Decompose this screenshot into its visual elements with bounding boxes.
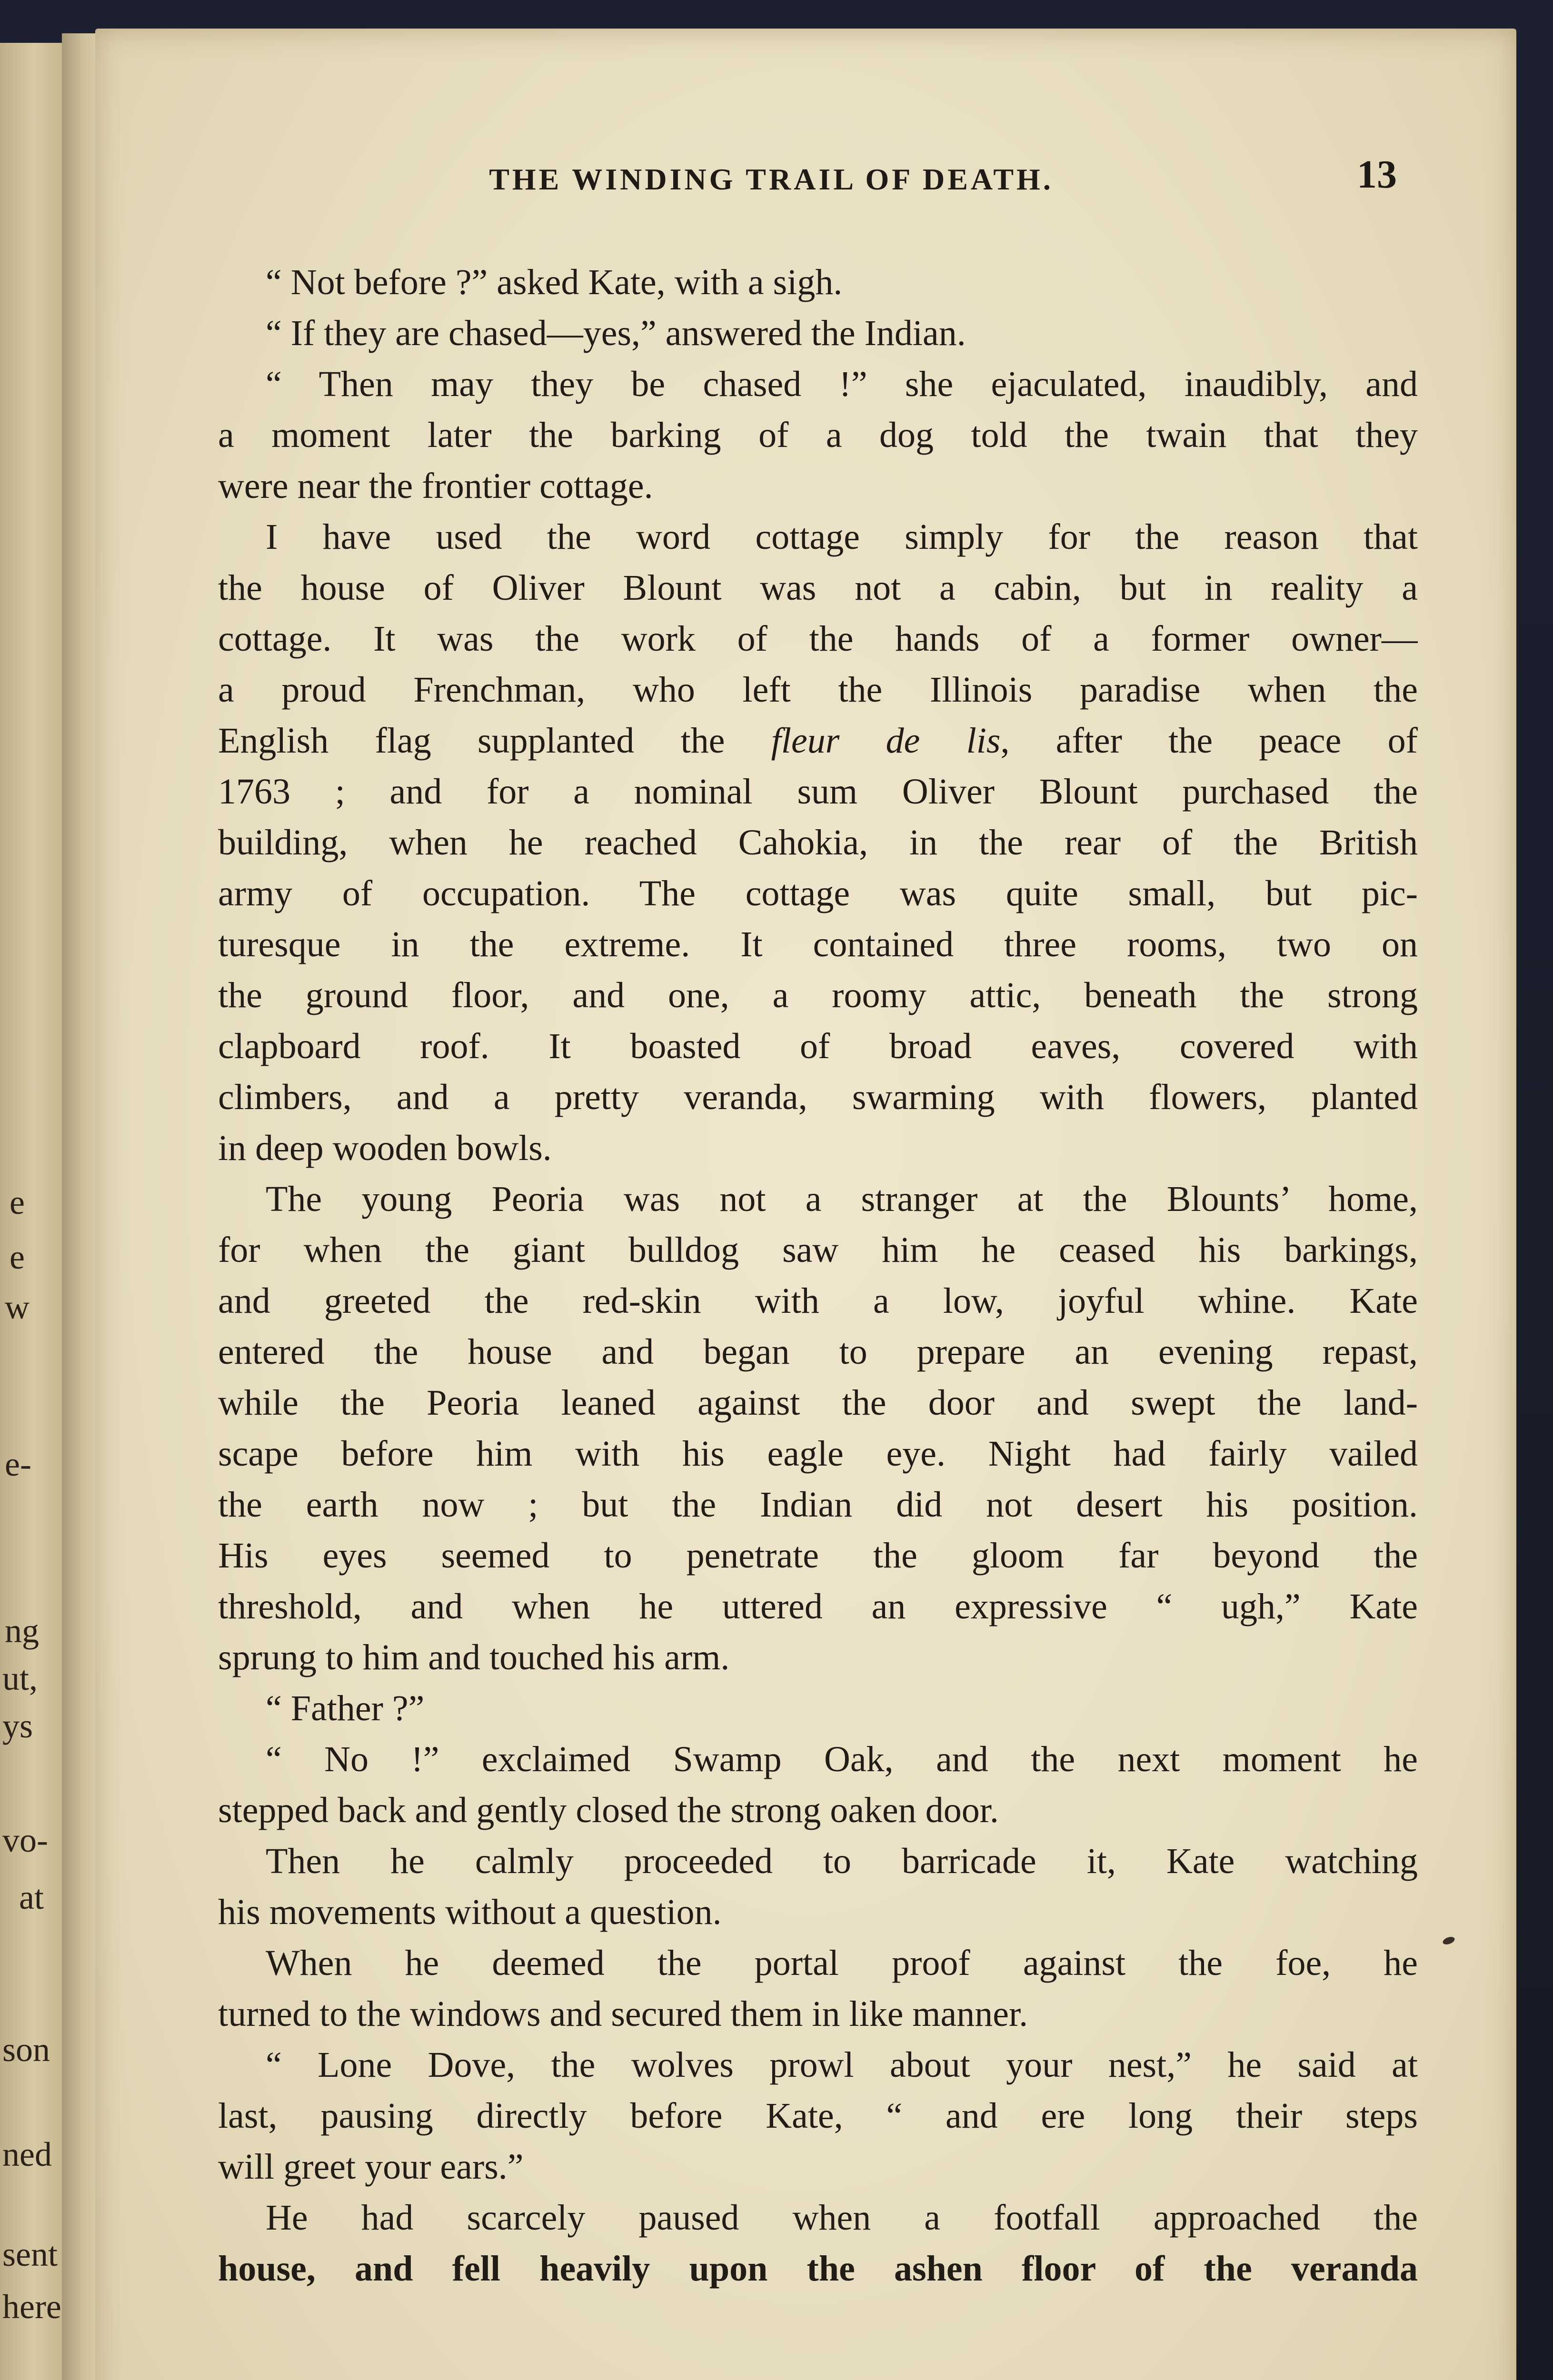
running-head: THE WINDING TRAIL OF DEATH. xyxy=(489,162,1054,196)
text-line: threshold, and when he uttered an expressive “ ugh,” Kate xyxy=(218,1587,1418,1626)
text-line: a proud Frenchman, who left the Illinois paradise when the xyxy=(218,670,1418,710)
text-line: for when the giant bulldog saw him he ceased his barkings, xyxy=(218,1230,1418,1270)
italic-phrase: fleur de lis xyxy=(771,721,1001,761)
text-line: “ Not before ?” asked Kate, with a sigh. xyxy=(266,262,843,302)
left-page-fragment: w xyxy=(5,1288,30,1326)
text-line xyxy=(218,715,1418,766)
text-line: climbers, and a pretty veranda, swarming with flowers, planted xyxy=(218,1077,1418,1117)
text-line: “ No !” exclaimed Swamp Oak, and the next moment he xyxy=(266,1739,1418,1779)
text-line: “ Father ?” xyxy=(266,1688,425,1728)
text-line: army of occupation. The cottage was quite small, but pic- xyxy=(218,873,1418,913)
text-line-start: English flag supplanted the xyxy=(218,721,771,761)
left-page-fragment: here xyxy=(2,2288,61,2326)
text-line: When he deemed the portal proof against the foe, he xyxy=(266,1943,1418,1983)
text-line: His eyes seemed to penetrate the gloom far beyond the xyxy=(218,1536,1418,1576)
text-line: entered the house and began to prepare an evening repast, xyxy=(218,1332,1418,1372)
text-line: “ Then may they be chased !” she ejaculated, inaudibly, and xyxy=(266,364,1418,404)
left-page-fragment: e- xyxy=(5,1445,31,1483)
text-line: Then he calmly proceeded to barricade it, Kate watching xyxy=(266,1841,1418,1881)
text-line: 1763 ; and for a nominal sum Oliver Blount purchased the xyxy=(218,772,1418,812)
text-line: scape before him with his eagle eye. Night had fairly vailed xyxy=(218,1434,1418,1474)
left-page-fragment: e xyxy=(10,1238,25,1276)
text-line: the ground floor, and one, a roomy attic, beneath the strong xyxy=(218,975,1418,1015)
left-page-fragment: ut, xyxy=(2,1659,38,1697)
page-number: 13 xyxy=(1357,152,1397,197)
text-line: cottage. It was the work of the hands of a former owner— xyxy=(218,619,1418,659)
left-page-fragment: at xyxy=(19,1878,44,1916)
text-line: were near the frontier cottage. xyxy=(218,466,653,506)
text-line: The young Peoria was not a stranger at the Blounts’ home, xyxy=(266,1179,1418,1219)
left-page-fragment: vo- xyxy=(2,1821,48,1859)
adjacent-page-edge xyxy=(0,43,63,2380)
text-line: “ Lone Dove, the wolves prowl about your nest,” he said at xyxy=(266,2045,1418,2085)
text-line: sprung to him and touched his arm. xyxy=(218,1637,730,1677)
text-line: his movements without a question. xyxy=(218,1892,722,1932)
text-line-end: , after the peace of xyxy=(1000,721,1418,761)
left-page-fragment: ys xyxy=(2,1707,33,1745)
text-line: clapboard roof. It boasted of broad eaves, covered with xyxy=(218,1026,1418,1066)
text-line: the earth now ; but the Indian did not desert his position. xyxy=(218,1485,1418,1525)
left-page-fragment: ned xyxy=(2,2135,52,2173)
text-line: a moment later the barking of a dog told the twain that they xyxy=(218,415,1418,455)
left-page-fragment: sent xyxy=(2,2235,58,2273)
text-line: stepped back and gently closed the strong oaken door. xyxy=(218,1790,999,1830)
text-line: will greet your ears.” xyxy=(218,2147,524,2187)
text-line: while the Peoria leaned against the door and swept the land- xyxy=(218,1383,1418,1423)
left-page-fragment: ng xyxy=(5,1612,39,1650)
text-line: “ If they are chased—yes,” answered the Indian. xyxy=(266,313,966,353)
book-page xyxy=(95,29,1516,2380)
text-line: turned to the windows and secured them in like manner. xyxy=(218,1994,1028,2034)
text-line: house, and fell heavily upon the ashen floor of the veranda xyxy=(218,2249,1418,2289)
text-line: He had scarcely paused when a footfall approached the xyxy=(266,2198,1418,2238)
text-line: last, pausing directly before Kate, “ and ere long their steps xyxy=(218,2096,1418,2136)
left-page-fragment: e xyxy=(10,1183,25,1221)
text-line: building, when he reached Cahokia, in the rear of the British xyxy=(218,823,1418,863)
left-page-fragment: son xyxy=(2,2031,50,2069)
text-line: turesque in the extreme. It contained three rooms, two on xyxy=(218,924,1418,964)
text-line: in deep wooden bowls. xyxy=(218,1128,552,1168)
text-line: the house of Oliver Blount was not a cabin, but in reality a xyxy=(218,568,1418,608)
text-line: and greeted the red-skin with a low, joyful whine. Kate xyxy=(218,1281,1418,1321)
text-line: I have used the word cottage simply for the reason that xyxy=(266,517,1418,557)
